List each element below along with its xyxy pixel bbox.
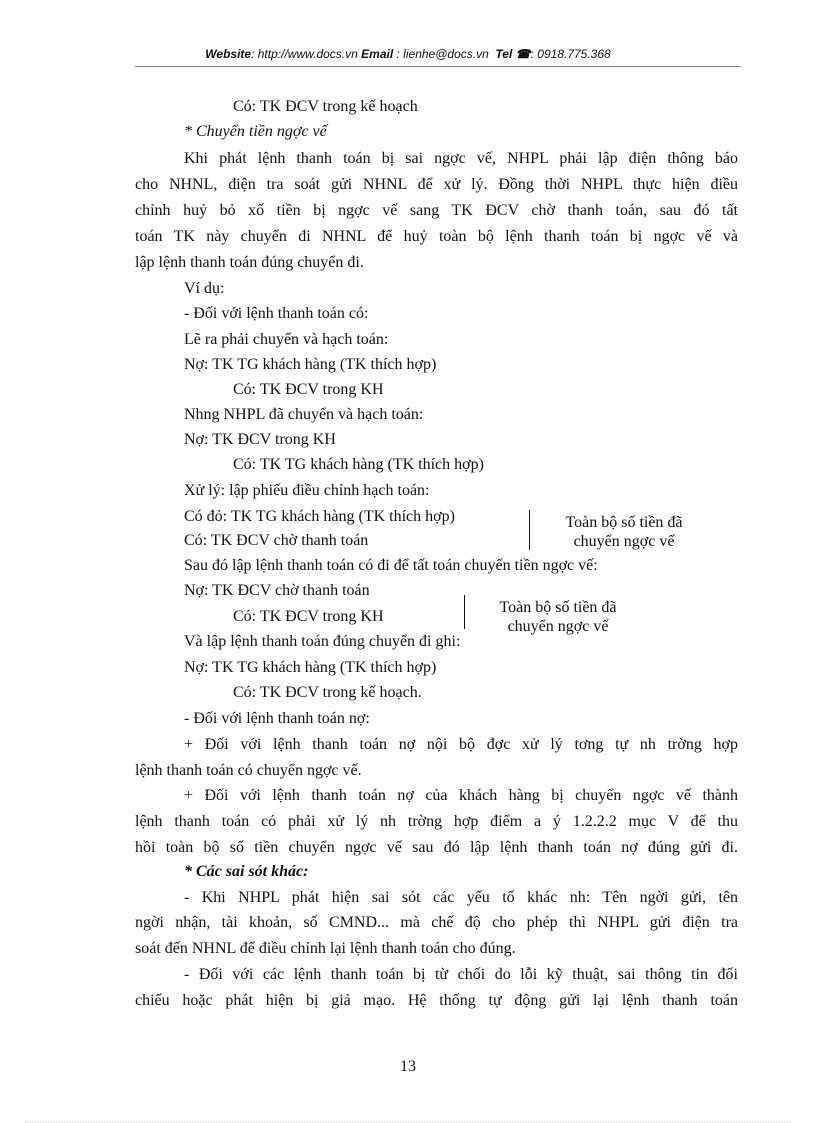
text-line: Có: TK ĐCV trong kế hoạch (233, 98, 418, 115)
side-note (547, 513, 701, 551)
text-line: Có: TK ĐCV trong KH (233, 381, 384, 398)
text-line: - Đối với các lệnh thanh toán bị từ chối do lỗi kỹ thuật, sai thông tin đối (184, 966, 738, 983)
text-line: Nợ: TK TG khách hàng (TK thích hợp) (184, 356, 437, 373)
side-note-line: Toàn bộ số tiền đã (565, 514, 683, 531)
side-note-line: Toàn bộ số tiền đã (499, 599, 617, 616)
text-line: Có: TK ĐCV chờ thanh toán (184, 532, 369, 549)
header-rule (135, 66, 741, 67)
page-header (0, 47, 816, 61)
text-line: Nợ: TK TG khách hàng (TK thích hợp) (184, 659, 437, 676)
text-line: soát đến NHNL để điều chỉnh lại lệnh thanh toán cho đúng. (135, 940, 516, 957)
text-line: Nợ: TK ĐCV chờ thanh toán (184, 582, 370, 599)
text-line: chỉnh huỷ bỏ xố tiền bị ngợc vế sang TK ĐCV chờ thanh toán, sau đó tất (135, 202, 738, 219)
text-line: Nhng NHPL đã chuyển và hạch toán: (184, 406, 424, 423)
text-line: Có: TK ĐCV trong kế hoạch. (233, 684, 422, 701)
text-line: Sau đó lập lệnh thanh toán có đi để tất toán chuyển tiền ngợc vế: (184, 557, 598, 574)
text-line: Có: TK TG khách hàng (TK thích hợp) (233, 456, 484, 473)
email-value: : lienhe@docs.vn (396, 47, 489, 61)
text-line: Lẽ ra phải chuyển và hạch toán: (184, 331, 389, 348)
text-line: lệnh thanh toán có chuyển ngợc vế. (135, 762, 362, 779)
text-line: ngời nhận, tài khoản, số CMND... mà chế độ cho phép thì NHPL gửi điện tra (135, 914, 738, 931)
website-value: : http://www.docs.vn (251, 47, 358, 61)
text-line: Xử lý: lập phiếu điều chỉnh hạch toán: (184, 482, 430, 499)
text-line: Có đỏ: TK TG khách hàng (TK thích hợp) (184, 508, 455, 525)
text-line: - Đối với lệnh thanh toán nợ: (184, 710, 370, 727)
text-line: Nợ: TK ĐCV trong KH (184, 431, 336, 448)
text-line: lập lệnh thanh toán đúng chuyển đi. (135, 254, 364, 271)
text-line: toán TK này chuyển đi NHNL để huỷ toàn bộ lệnh thanh toán bị ngợc vế và (135, 228, 738, 245)
side-note (482, 598, 634, 636)
text-line: - Khi NHPL phát hiện sai sót các yếu tố khác nh: Tên ngời gửi, tên (184, 889, 738, 906)
text-line: Ví dụ: (184, 280, 225, 297)
text-line: + Đối với lệnh thanh toán nợ nội bộ đợc xử lý tơng tự nh trờng hợp (184, 736, 738, 753)
email-label: Email (361, 47, 394, 61)
bracket-line (464, 595, 465, 629)
section-heading: * Các sai sót khác: (184, 863, 309, 880)
text-line: Có: TK ĐCV trong KH (233, 608, 384, 625)
text-line: chiếu hoặc phát hiện bị giả mạo. Hệ thống tự động gửi lại lệnh thanh toán (135, 992, 738, 1009)
tel-value: : 0918.775.368 (530, 47, 611, 61)
website-label: Website (205, 47, 252, 61)
text-line: + Đối với lệnh thanh toán nợ của khách hàng bị chuyển ngợc vế thành (184, 787, 738, 804)
page-number: 13 (400, 1058, 416, 1075)
bracket-line (529, 510, 530, 550)
section-heading: * Chuyển tiền ngợc vế (184, 123, 327, 140)
text-line: cho NHNL, điện tra soát gửi NHNL để xử lý. Đồng thời NHPL thực hiện điều (135, 176, 738, 193)
text-line: lệnh thanh toán có phải xử lý nh trờng hợp điểm a ý 1.2.2.2 mục V để thu (135, 813, 738, 830)
side-note-line: chuyển ngợc vế (573, 533, 675, 550)
side-note-line: chuyển ngợc vế (507, 618, 609, 635)
text-line: hồi toàn bộ số tiền chuyển ngợc vế sau đó lập lệnh thanh toán nợ đúng gửi đi. (135, 839, 738, 856)
phone-icon: ☎ (515, 47, 531, 61)
text-line: Khi phát lệnh thanh toán bị sai ngợc vế, NHPL phải lập điện thông báo (184, 150, 738, 167)
tel-label: Tel (495, 47, 513, 61)
text-line: Và lập lệnh thanh toán đúng chuyển đi ghi: (184, 633, 461, 650)
text-line: - Đối với lệnh thanh toán có: (184, 305, 369, 322)
